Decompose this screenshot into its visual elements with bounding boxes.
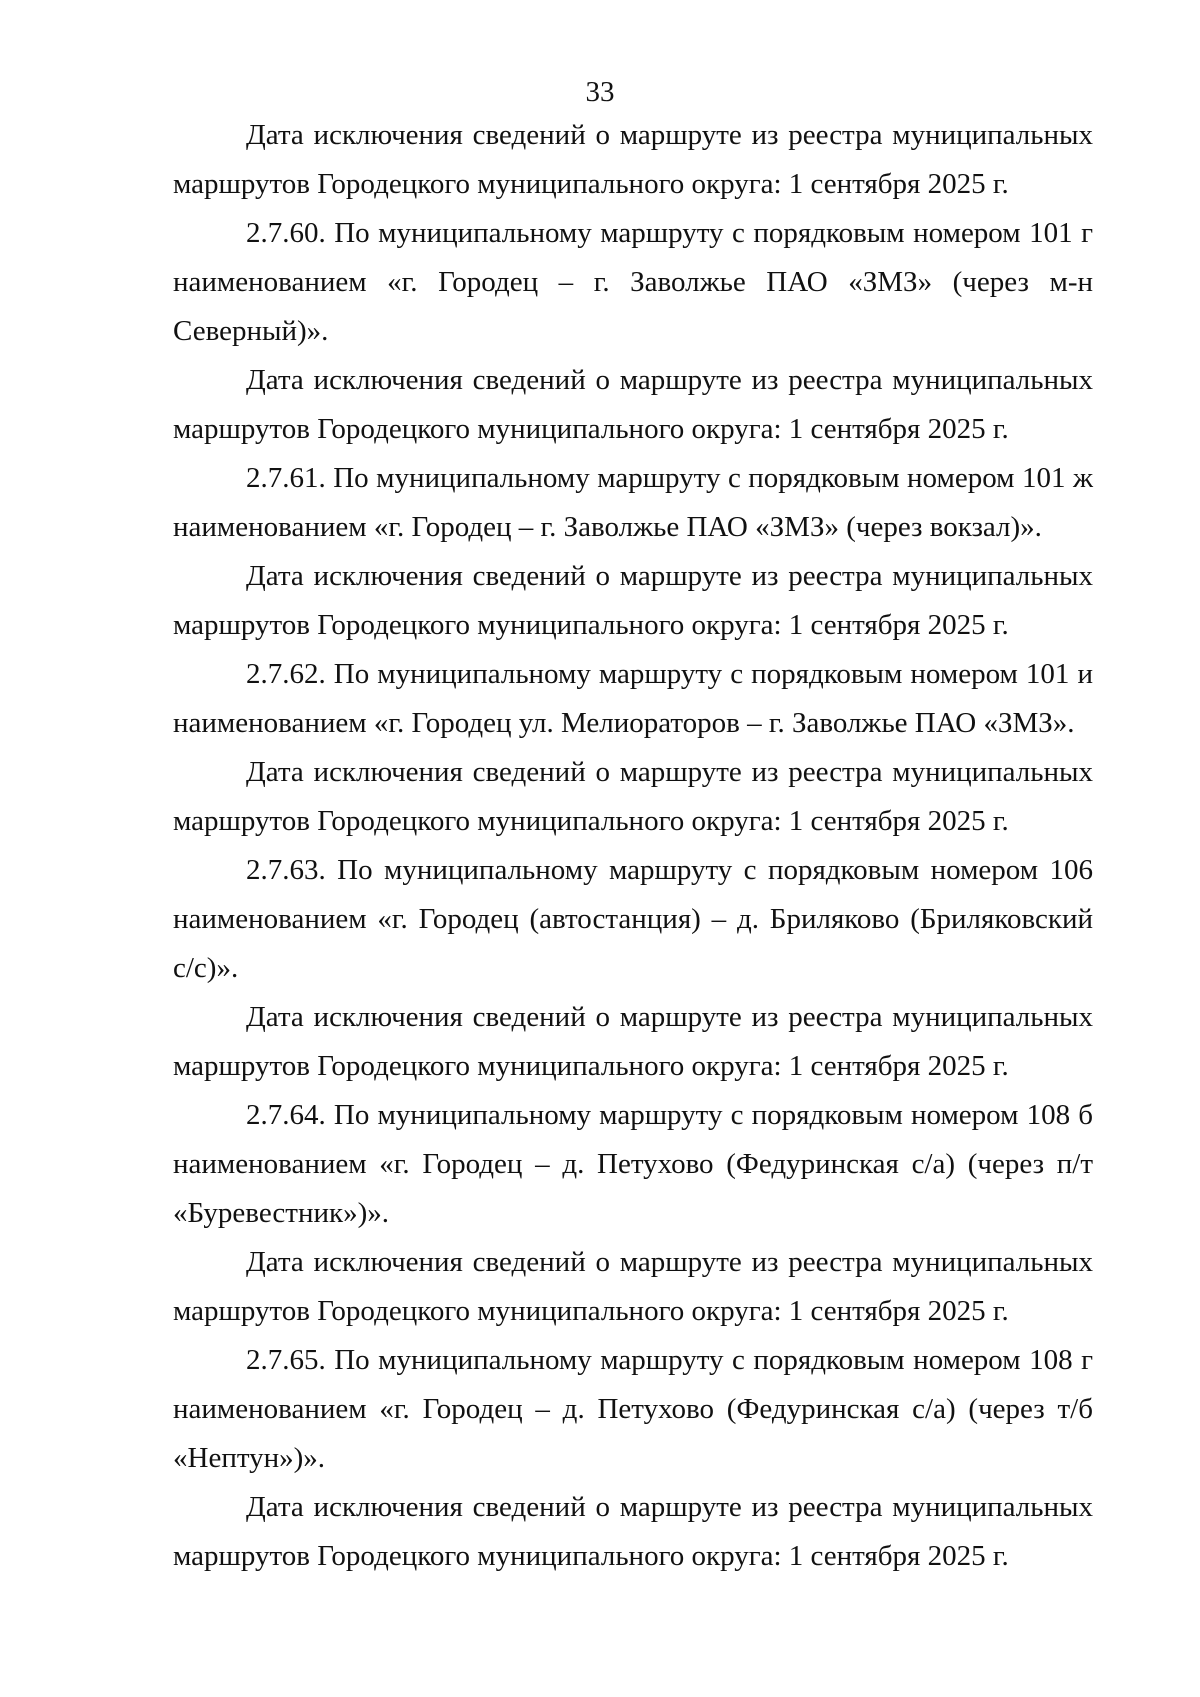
- exclusion-date-paragraph: Дата исключения сведений о маршруте из реестра муниципальных маршрутов Городецкого муниципального округа: 1 сентября 2025 г.: [173, 560, 1093, 641]
- route-paragraph-2-7-64: 2.7.64. По муниципальному маршруту с порядковым номером 108 б наименованием «г. Городец – д. Петухово (Федуринская с/а) (через п/т «Буревестник»)».: [173, 1099, 1093, 1229]
- route-paragraph-2-7-62: 2.7.62. По муниципальному маршруту с порядковым номером 101 и наименованием «г. Городец ул. Мелиораторов – г. Заволжье ПАО «ЗМЗ».: [173, 658, 1093, 739]
- document-body: [173, 111, 1093, 1581]
- exclusion-date-paragraph: Дата исключения сведений о маршруте из реестра муниципальных маршрутов Городецкого муниципального округа: 1 сентября 2025 г.: [173, 119, 1093, 200]
- route-paragraph-2-7-60: 2.7.60. По муниципальному маршруту с порядковым номером 101 г наименованием «г. Городец – г. Заволжье ПАО «ЗМЗ» (через м-н Северный)».: [173, 217, 1093, 347]
- exclusion-date-paragraph: Дата исключения сведений о маршруте из реестра муниципальных маршрутов Городецкого муниципального округа: 1 сентября 2025 г.: [173, 1491, 1093, 1572]
- exclusion-date-paragraph: Дата исключения сведений о маршруте из реестра муниципальных маршрутов Городецкого муниципального округа: 1 сентября 2025 г.: [173, 364, 1093, 445]
- exclusion-date-paragraph: Дата исключения сведений о маршруте из реестра муниципальных маршрутов Городецкого муниципального округа: 1 сентября 2025 г.: [173, 756, 1093, 837]
- exclusion-date-paragraph: Дата исключения сведений о маршруте из реестра муниципальных маршрутов Городецкого муниципального округа: 1 сентября 2025 г.: [173, 1001, 1093, 1082]
- route-paragraph-2-7-65: 2.7.65. По муниципальному маршруту с порядковым номером 108 г наименованием «г. Городец – д. Петухово (Федуринская с/а) (через т/б «Нептун»)».: [173, 1344, 1093, 1474]
- route-paragraph-2-7-61: 2.7.61. По муниципальному маршруту с порядковым номером 101 ж наименованием «г. Городец – г. Заволжье ПАО «ЗМЗ» (через вокзал)».: [173, 462, 1093, 543]
- page-number: 33: [585, 76, 615, 108]
- exclusion-date-paragraph: Дата исключения сведений о маршруте из реестра муниципальных маршрутов Городецкого муниципального округа: 1 сентября 2025 г.: [173, 1246, 1093, 1327]
- route-paragraph-2-7-63: 2.7.63. По муниципальному маршруту с порядковым номером 106 наименованием «г. Городец (автостанция) – д. Бриляково (Бриляковский с/с)».: [173, 854, 1093, 984]
